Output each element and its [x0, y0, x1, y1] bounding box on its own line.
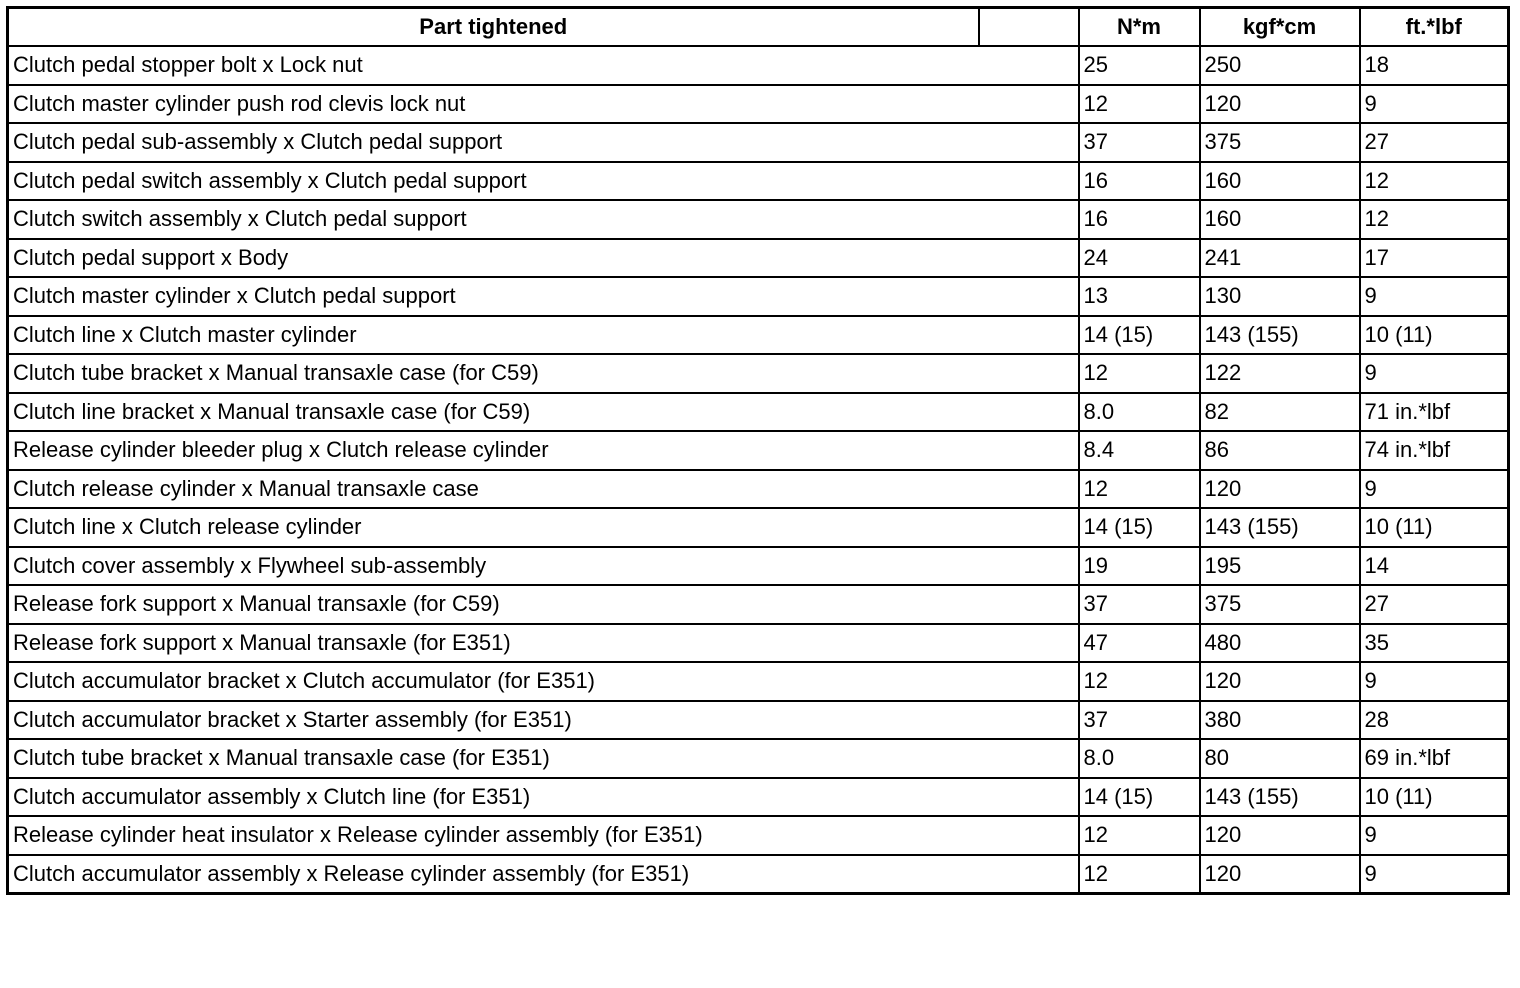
- ftlbf-cell: 10 (11): [1360, 316, 1509, 355]
- nm-cell: 13: [1079, 277, 1200, 316]
- kgfcm-cell: 160: [1200, 200, 1360, 239]
- nm-cell: 24: [1079, 239, 1200, 278]
- table-row: [8, 162, 1509, 201]
- kgfcm-cell: 375: [1200, 585, 1360, 624]
- kgfcm-cell: 82: [1200, 393, 1360, 432]
- header-blank-cell: [979, 8, 1079, 47]
- nm-cell: 12: [1079, 354, 1200, 393]
- kgfcm-cell: 143 (155): [1200, 316, 1360, 355]
- nm-cell: 25: [1079, 46, 1200, 85]
- part-cell: Clutch cover assembly x Flywheel sub-assembly: [8, 547, 1079, 586]
- part-cell: Release cylinder bleeder plug x Clutch release cylinder: [8, 431, 1079, 470]
- ftlbf-cell: 28: [1360, 701, 1509, 740]
- part-cell: Clutch accumulator bracket x Clutch accumulator (for E351): [8, 662, 1079, 701]
- table-row: [8, 239, 1509, 278]
- ftlbf-cell: 9: [1360, 354, 1509, 393]
- table-row: [8, 778, 1509, 817]
- table-row: [8, 431, 1509, 470]
- table-row: [8, 624, 1509, 663]
- nm-cell: 37: [1079, 701, 1200, 740]
- table-row: [8, 739, 1509, 778]
- ftlbf-cell: 12: [1360, 162, 1509, 201]
- part-cell: Clutch line x Clutch master cylinder: [8, 316, 1079, 355]
- part-cell: Clutch accumulator assembly x Clutch line (for E351): [8, 778, 1079, 817]
- table-row: [8, 354, 1509, 393]
- ftlbf-cell: 9: [1360, 662, 1509, 701]
- nm-cell: 12: [1079, 816, 1200, 855]
- ftlbf-cell: 9: [1360, 816, 1509, 855]
- nm-cell: 16: [1079, 162, 1200, 201]
- kgfcm-cell: 241: [1200, 239, 1360, 278]
- part-cell: Clutch pedal support x Body: [8, 239, 1079, 278]
- table-row: [8, 46, 1509, 85]
- table-row: [8, 701, 1509, 740]
- part-cell: Release fork support x Manual transaxle (for E351): [8, 624, 1079, 663]
- table-row: [8, 508, 1509, 547]
- part-cell: Clutch tube bracket x Manual transaxle case (for C59): [8, 354, 1079, 393]
- header-row: [8, 8, 1509, 47]
- header-part-tightened: Part tightened: [8, 8, 979, 47]
- table-row: [8, 816, 1509, 855]
- kgfcm-cell: 143 (155): [1200, 508, 1360, 547]
- part-cell: Clutch release cylinder x Manual transaxle case: [8, 470, 1079, 509]
- nm-cell: 14 (15): [1079, 508, 1200, 547]
- table-row: [8, 470, 1509, 509]
- kgfcm-cell: 250: [1200, 46, 1360, 85]
- table-row: [8, 547, 1509, 586]
- table-body: [8, 46, 1509, 893]
- kgfcm-cell: 120: [1200, 816, 1360, 855]
- ftlbf-cell: 18: [1360, 46, 1509, 85]
- ftlbf-cell: 9: [1360, 470, 1509, 509]
- kgfcm-cell: 120: [1200, 470, 1360, 509]
- ftlbf-cell: 14: [1360, 547, 1509, 586]
- nm-cell: 12: [1079, 470, 1200, 509]
- ftlbf-cell: 74 in.*lbf: [1360, 431, 1509, 470]
- nm-cell: 37: [1079, 123, 1200, 162]
- kgfcm-cell: 195: [1200, 547, 1360, 586]
- table-row: [8, 855, 1509, 894]
- part-cell: Clutch switch assembly x Clutch pedal support: [8, 200, 1079, 239]
- nm-cell: 14 (15): [1079, 316, 1200, 355]
- part-cell: Clutch pedal stopper bolt x Lock nut: [8, 46, 1079, 85]
- table-row: [8, 662, 1509, 701]
- part-cell: Clutch line x Clutch release cylinder: [8, 508, 1079, 547]
- part-cell: Clutch master cylinder x Clutch pedal support: [8, 277, 1079, 316]
- kgfcm-cell: 80: [1200, 739, 1360, 778]
- nm-cell: 47: [1079, 624, 1200, 663]
- kgfcm-cell: 160: [1200, 162, 1360, 201]
- ftlbf-cell: 71 in.*lbf: [1360, 393, 1509, 432]
- header-nm: N*m: [1079, 8, 1200, 47]
- header-ftlbf: ft.*lbf: [1360, 8, 1509, 47]
- ftlbf-cell: 10 (11): [1360, 508, 1509, 547]
- table-row: [8, 393, 1509, 432]
- ftlbf-cell: 27: [1360, 123, 1509, 162]
- ftlbf-cell: 27: [1360, 585, 1509, 624]
- kgfcm-cell: 122: [1200, 354, 1360, 393]
- kgfcm-cell: 86: [1200, 431, 1360, 470]
- table-row: [8, 200, 1509, 239]
- ftlbf-cell: 9: [1360, 855, 1509, 894]
- kgfcm-cell: 375: [1200, 123, 1360, 162]
- ftlbf-cell: 35: [1360, 624, 1509, 663]
- kgfcm-cell: 120: [1200, 85, 1360, 124]
- part-cell: Clutch line bracket x Manual transaxle case (for C59): [8, 393, 1079, 432]
- ftlbf-cell: 69 in.*lbf: [1360, 739, 1509, 778]
- ftlbf-cell: 9: [1360, 85, 1509, 124]
- part-cell: Clutch pedal switch assembly x Clutch pedal support: [8, 162, 1079, 201]
- part-cell: Clutch accumulator assembly x Release cylinder assembly (for E351): [8, 855, 1079, 894]
- nm-cell: 37: [1079, 585, 1200, 624]
- part-cell: Clutch pedal sub-assembly x Clutch pedal support: [8, 123, 1079, 162]
- part-cell: Clutch master cylinder push rod clevis lock nut: [8, 85, 1079, 124]
- ftlbf-cell: 10 (11): [1360, 778, 1509, 817]
- table-row: [8, 85, 1509, 124]
- ftlbf-cell: 9: [1360, 277, 1509, 316]
- nm-cell: 16: [1079, 200, 1200, 239]
- nm-cell: 12: [1079, 855, 1200, 894]
- table-row: [8, 277, 1509, 316]
- nm-cell: 8.0: [1079, 739, 1200, 778]
- nm-cell: 19: [1079, 547, 1200, 586]
- kgfcm-cell: 380: [1200, 701, 1360, 740]
- kgfcm-cell: 120: [1200, 662, 1360, 701]
- part-cell: Clutch accumulator bracket x Starter assembly (for E351): [8, 701, 1079, 740]
- kgfcm-cell: 120: [1200, 855, 1360, 894]
- ftlbf-cell: 17: [1360, 239, 1509, 278]
- nm-cell: 14 (15): [1079, 778, 1200, 817]
- nm-cell: 12: [1079, 662, 1200, 701]
- kgfcm-cell: 130: [1200, 277, 1360, 316]
- header-kgfcm: kgf*cm: [1200, 8, 1360, 47]
- ftlbf-cell: 12: [1360, 200, 1509, 239]
- part-cell: Release fork support x Manual transaxle (for C59): [8, 585, 1079, 624]
- part-cell: Release cylinder heat insulator x Release cylinder assembly (for E351): [8, 816, 1079, 855]
- table-row: [8, 316, 1509, 355]
- part-cell: Clutch tube bracket x Manual transaxle case (for E351): [8, 739, 1079, 778]
- kgfcm-cell: 480: [1200, 624, 1360, 663]
- table-row: [8, 123, 1509, 162]
- table-row: [8, 585, 1509, 624]
- torque-specification-table: [6, 6, 1510, 895]
- nm-cell: 8.0: [1079, 393, 1200, 432]
- nm-cell: 8.4: [1079, 431, 1200, 470]
- kgfcm-cell: 143 (155): [1200, 778, 1360, 817]
- nm-cell: 12: [1079, 85, 1200, 124]
